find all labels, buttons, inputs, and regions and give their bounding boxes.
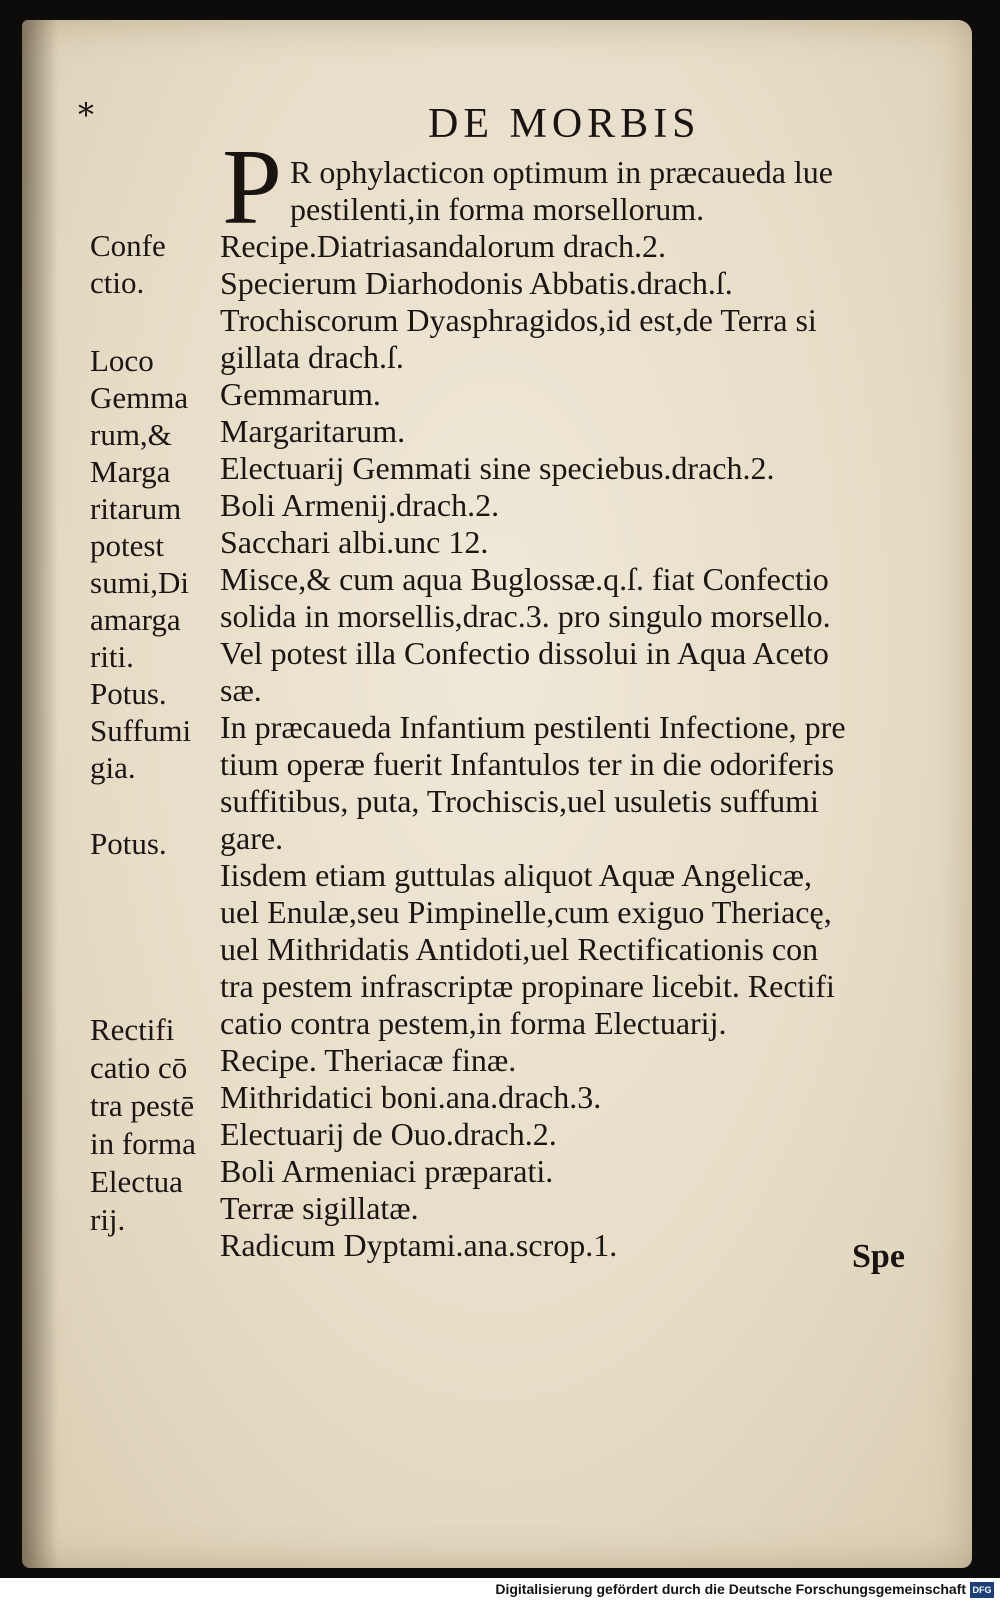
digitization-credit: Digitalisierung gefördert durch die Deutsche Forschungsgemeinschaft (495, 1581, 966, 1597)
text-line: gillata drach.ſ. (220, 339, 404, 375)
text-line: Trochiscorum Dyasphragidos,id est,de Terra si (220, 302, 817, 338)
margin-note: rij. (90, 1202, 126, 1237)
drop-cap: P (222, 128, 283, 247)
text-line: solida in morsellis,drac.3. pro singulo morsello. (220, 598, 831, 634)
text-line: Sacchari albi.unc 12. (220, 524, 489, 560)
text-line: Specierum Diarhodonis Abbatis.drach.ſ. (220, 265, 733, 301)
margin-note: Loco (90, 343, 154, 378)
margin-note: ritarum (90, 491, 182, 526)
running-head: DE MORBIS (428, 101, 701, 147)
text-line: Misce,& cum aqua Buglossæ.q.ſ. fiat Confectio (220, 561, 829, 597)
text-line: suffitibus, puta, Trochiscis,uel usuletis suffumi (220, 783, 819, 819)
text-line: tium operæ fuerit Infantulos ter in die odoriferis (220, 746, 835, 782)
signature-mark: * (78, 96, 94, 134)
text-line: Recipe. Theriacæ finæ. (220, 1042, 517, 1078)
text-line: pestilenti,in forma morsellorum. (290, 191, 705, 227)
margin-note: amarga (90, 602, 181, 637)
text-line: R ophylacticon optimum in præcaueda lue (290, 154, 833, 190)
margin-note: Electua (90, 1164, 183, 1199)
text-line: Radicum Dyptami.ana.scrop.1. (220, 1227, 618, 1263)
margin-note: gia. (90, 750, 136, 785)
text-line: Boli Armenij.drach.2. (220, 487, 500, 523)
margin-note: ctio. (90, 265, 145, 300)
margin-note: rum,& (90, 417, 172, 452)
margin-note: Suffumi (90, 713, 192, 748)
text-line: Mithridatici boni.ana.drach.3. (220, 1079, 602, 1115)
text-line: Terræ sigillatæ. (220, 1190, 419, 1226)
text-line: Iisdem etiam guttulas aliquot Aquæ Angelicæ, (220, 857, 812, 893)
catchword: Spe (852, 1238, 905, 1275)
text-line: Gemmarum. (220, 376, 381, 412)
text-line: catio contra pestem,in forma Electuarij. (220, 1005, 727, 1041)
dfg-logo-icon: DFG (970, 1582, 994, 1598)
margin-note: catio cō (90, 1050, 188, 1085)
text-line: Vel potest illa Confectio dissolui in Aqua Aceto (220, 635, 829, 671)
margin-note: Gemma (90, 380, 189, 415)
margin-note: riti. (90, 639, 134, 674)
margin-note: Marga (90, 454, 171, 489)
text-line: Boli Armeniaci præparati. (220, 1153, 554, 1189)
margin-note: in forma (90, 1126, 196, 1161)
text-line: Margaritarum. (220, 413, 406, 449)
text-line: Electuarij Gemmati sine speciebus.drach.2. (220, 450, 775, 486)
text-line: uel Mithridatis Antidoti,uel Rectificationis con (220, 931, 819, 967)
text-line: tra pestem infrascriptæ propinare licebit. Rectifi (220, 968, 835, 1004)
text-line: gare. (220, 820, 284, 856)
margin-note: Potus. (90, 676, 167, 711)
margin-note: Confe (90, 228, 166, 263)
margin-note: Rectifi (90, 1012, 175, 1047)
text-line: sæ. (220, 672, 262, 708)
text-line: Electuarij de Ouo.drach.2. (220, 1116, 557, 1152)
margin-note: potest (90, 528, 165, 563)
text-line: In præcaueda Infantium pestilenti Infectione, pre (220, 709, 846, 745)
margin-note: sumi,Di (90, 565, 190, 600)
page-gutter-shadow (22, 20, 58, 1568)
margin-note: Potus. (90, 826, 167, 861)
text-line: uel Enulæ,seu Pimpinelle,cum exiguo Theriacę, (220, 894, 832, 930)
text-line: Recipe.Diatriasandalorum drach.2. (220, 228, 667, 264)
margin-note: tra pestē (90, 1088, 195, 1123)
